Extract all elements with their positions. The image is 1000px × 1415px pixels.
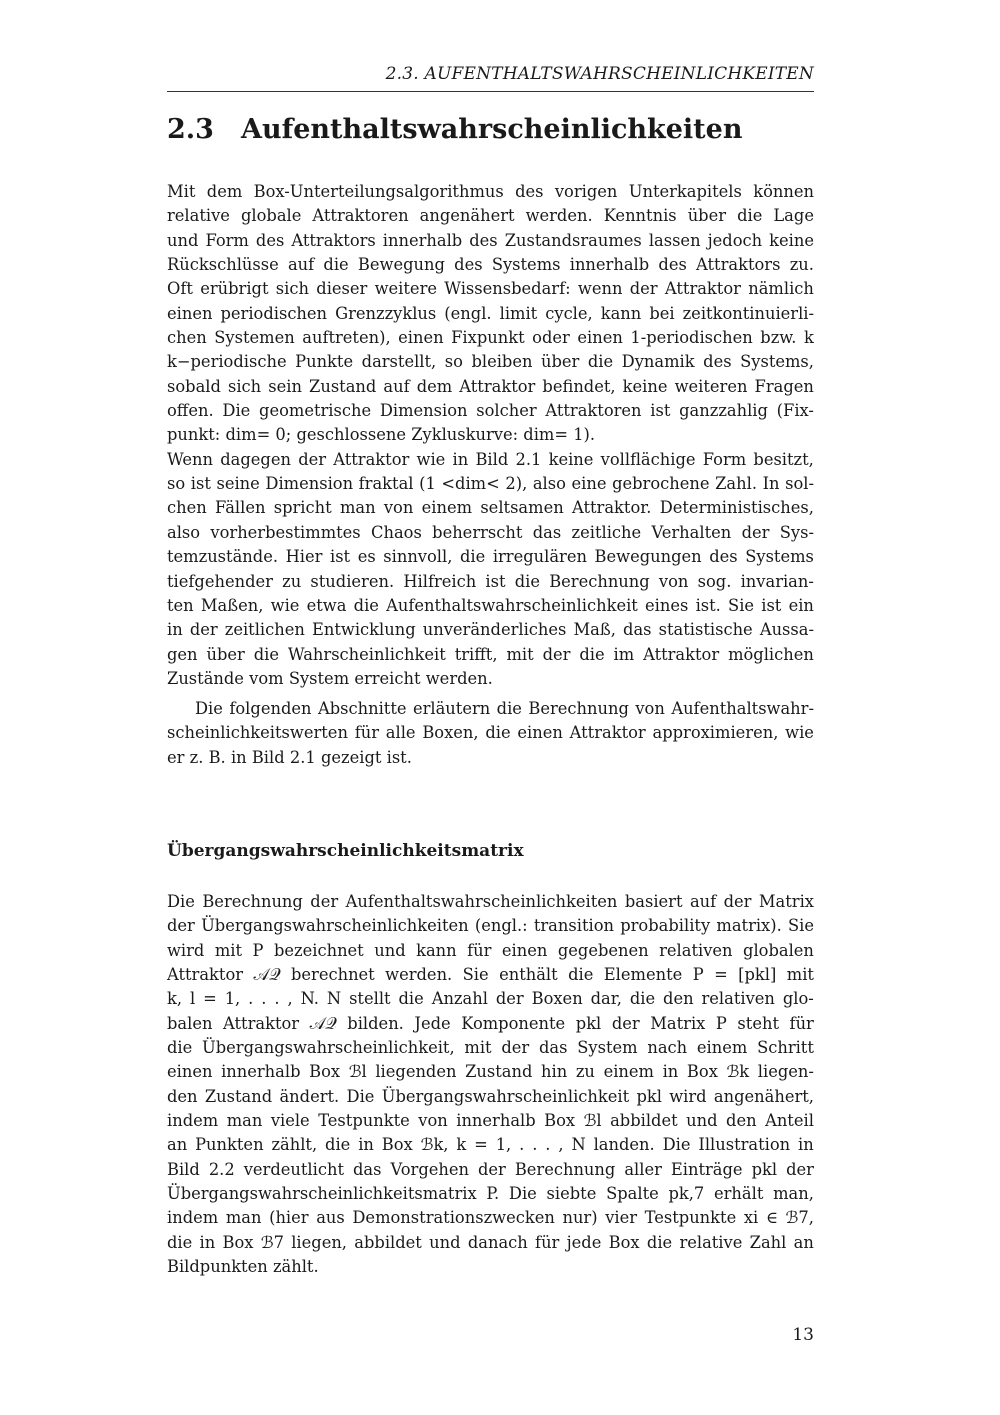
paragraph-1 (167, 180, 814, 691)
text-line: Bild 2.2 verdeutlicht das Vorgehen der Berechnung aller Einträge pkl der (167, 1159, 814, 1179)
text-line: punkt: dim= 0; geschlossene Zykluskurve: dim= 1). (167, 425, 596, 445)
text-line: Mit dem Box-Unterteilungsalgorithmus des vorigen Unterkapitels können (167, 182, 814, 201)
text-line: chen Systemen auftreten), einen Fixpunkt oder einen 1-periodischen bzw. k (167, 328, 814, 348)
text-line: einen periodischen Grenzzyklus (engl. limit cycle, kann bei zeitkontinuierli- (167, 303, 814, 323)
text-line: k−periodische Punkte darstellt, so bleiben über die Dynamik des Systems, (167, 352, 814, 372)
text-line: temzustände. Hier ist es sinnvoll, die irregulären Bewegungen des Systems (167, 547, 814, 567)
section-heading (167, 114, 742, 145)
subsection-heading: Übergangswahrscheinlichkeitsmatrix (167, 841, 524, 861)
text-line: so ist seine Dimension fraktal (1 <dim< 2), also eine gebrochene Zahl. In sol- (167, 474, 814, 494)
running-header: 2.3. AUFENTHALTSWAHRSCHEINLICHKEITEN (385, 64, 814, 84)
text-line: einen innerhalb Box ℬl liegenden Zustand hin zu einem in Box ℬk liegen- (167, 1062, 814, 1082)
text-line: indem man viele Testpunkte von innerhalb Box ℬl abbildet und den Anteil (167, 1111, 814, 1131)
text-line: balen Attraktor 𝒜𝒬 bilden. Jede Komponente pkl der Matrix P steht für (167, 1013, 814, 1033)
text-line: gen über die Wahrscheinlichkeit trifft, mit der die im Attraktor möglichen (167, 644, 814, 664)
text-line: relative globale Attraktoren angenähert werden. Kenntnis über die Lage (167, 206, 814, 226)
text-line: k, l = 1, . . . , N. N stellt die Anzahl der Boxen dar, die den relativen glo- (167, 989, 814, 1009)
paragraph-2 (167, 697, 814, 770)
text-line: Rückschlüsse auf die Bewegung des Systems innerhalb des Attraktors zu. (167, 255, 814, 275)
page-number: 13 (792, 1325, 814, 1345)
text-line: chen Fällen spricht man von einem seltsamen Attraktor. Deterministisches, (167, 498, 814, 518)
text-line: ten Maßen, wie etwa die Aufenthaltswahrscheinlichkeit eines ist. Sie ist ein (167, 595, 814, 615)
text-line: Zustände vom System erreicht werden. (167, 668, 493, 688)
text-line: Die Berechnung der Aufenthaltswahrscheinlichkeiten basiert auf der Matrix (167, 892, 814, 911)
text-line: Bildpunkten zählt. (167, 1257, 319, 1277)
text-line: Wenn dagegen der Attraktor wie in Bild 2.1 keine vollflächige Form besitzt, (167, 449, 814, 469)
text-line: sobald sich sein Zustand auf dem Attraktor befindet, keine weiteren Fragen (167, 376, 814, 396)
text-line: offen. Die geometrische Dimension solcher Attraktoren ist ganzzahlig (Fix- (167, 401, 814, 421)
text-line: Attraktor 𝒜𝒬 berechnet werden. Sie enthält die Elemente P = [pkl] mit (167, 965, 814, 985)
text-line: Oft erübrigt sich dieser weitere Wissensbedarf: wenn der Attraktor nämlich (167, 279, 814, 299)
text-line: der Übergangswahrscheinlichkeiten (engl.: transition probability matrix). Sie (167, 916, 814, 936)
paragraph-3 (167, 890, 814, 1280)
text-line: und Form des Attraktors innerhalb des Zustandsraumes lassen jedoch keine (167, 230, 814, 250)
text-line: er z. B. in Bild 2.1 gezeigt ist. (167, 747, 412, 767)
text-line: tiefgehender zu studieren. Hilfreich ist die Berechnung von sog. invarian- (167, 571, 814, 591)
text-line: die in Box ℬ7 liegen, abbildet und danach für jede Box die relative Zahl an (167, 1232, 814, 1252)
text-line: wird mit P bezeichnet und kann für einen gegebenen relativen globalen (167, 940, 814, 960)
text-line: die Übergangswahrscheinlichkeit, mit der das System nach einem Schritt (167, 1038, 814, 1058)
text-line: den Zustand ändert. Die Übergangswahrscheinlichkeit pkl wird angenähert, (167, 1086, 814, 1106)
section-title: Aufenthaltswahrscheinlichkeiten (241, 114, 743, 145)
section-number: 2.3 (167, 114, 214, 145)
text-line: Die folgenden Abschnitte erläutern die Berechnung von Aufenthaltswahr- (195, 699, 814, 718)
text-line: in der zeitlichen Entwicklung unveränderliches Maß, das statistische Aussa- (167, 620, 814, 640)
text-line: also vorherbestimmtes Chaos beherrscht das zeitliche Verhalten der Sys- (167, 522, 814, 542)
header-rule (167, 91, 814, 92)
text-line: scheinlichkeitswerten für alle Boxen, die einen Attraktor approximieren, wie (167, 723, 814, 743)
text-line: Übergangswahrscheinlichkeitsmatrix P. Die siebte Spalte pk,7 erhält man, (167, 1184, 814, 1204)
text-line: an Punkten zählt, die in Box ℬk, k = 1, . . . , N landen. Die Illustration in (167, 1135, 814, 1155)
text-line: indem man (hier aus Demonstrationszwecken nur) vier Testpunkte xi ∈ ℬ7, (167, 1208, 814, 1228)
